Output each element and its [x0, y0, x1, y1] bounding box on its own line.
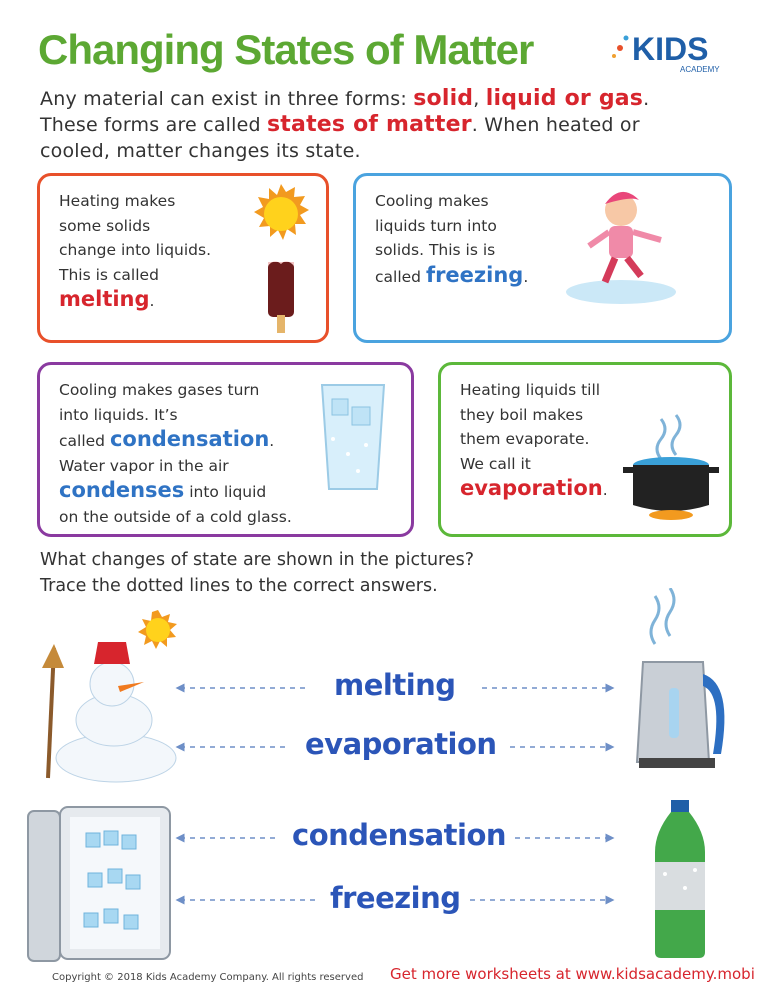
answer-condensation: condensation — [292, 818, 507, 852]
term-condensation: condensation — [109, 427, 270, 451]
cold-glass-icon — [318, 379, 388, 494]
condensation-text: Cooling makes gases turn into liquids. It’s called condensation. Water vapor in the air condenses into liquid on the outside of a cold glass. — [59, 381, 292, 526]
melting-snowman-icon — [36, 608, 186, 786]
svg-text:ACADEMY: ACADEMY — [680, 65, 720, 74]
freezing-text: Cooling makes liquids turn into solids. This is is called freezing. — [375, 192, 529, 287]
intro-paragraph — [40, 86, 740, 164]
intro-line-1: Any material can exist in three forms: solid, liquid or gas. — [40, 86, 650, 111]
term-states-of-matter: states of matter — [267, 112, 472, 137]
skating-girl-icon — [561, 180, 681, 335]
term-freezing: freezing — [425, 262, 524, 287]
page-title: Changing States of Matter — [38, 26, 534, 73]
svg-text:KIDS: KIDS — [632, 31, 709, 67]
steaming-kettle-icon — [625, 588, 740, 778]
boiling-pot-icon — [621, 411, 721, 526]
condensation-box — [37, 362, 414, 537]
intro-line-3: cooled, matter changes its state. — [40, 140, 361, 162]
answer-melting: melting — [334, 668, 456, 702]
logo-splash-icon — [610, 26, 730, 76]
melting-text: Heating makes some solids change into liquids. This is called melting. — [59, 192, 212, 311]
term-condenses: condenses — [59, 478, 185, 502]
term-liquid-gas: liquid or gas — [485, 86, 644, 111]
cold-bottle-icon — [645, 800, 715, 960]
freezing-box — [353, 173, 732, 343]
evaporation-box — [438, 362, 732, 537]
melting-box — [37, 173, 329, 343]
website-link[interactable]: Get more worksheets at www.kidsacademy.mobi — [390, 965, 755, 983]
answer-evaporation: evaporation — [305, 727, 497, 761]
answer-freezing: freezing — [330, 881, 461, 915]
evaporation-text: Heating liquids till they boil makes them evaporate. We call it evaporation. — [460, 381, 608, 500]
sun-popsicle-icon — [243, 184, 323, 339]
term-evaporation: evaporation — [460, 476, 603, 500]
kids-academy-logo — [610, 26, 730, 76]
open-fridge-icon — [26, 803, 181, 968]
term-melting: melting — [59, 287, 150, 311]
copyright-text: Copyright © 2018 Kids Academy Company. All rights reserved — [52, 972, 364, 983]
question-text: What changes of state are shown in the pictures? Trace the dotted lines to the correct answers. — [40, 550, 475, 596]
intro-line-2: These forms are called states of matter. When heated or — [40, 112, 640, 137]
term-solid: solid — [413, 86, 474, 111]
